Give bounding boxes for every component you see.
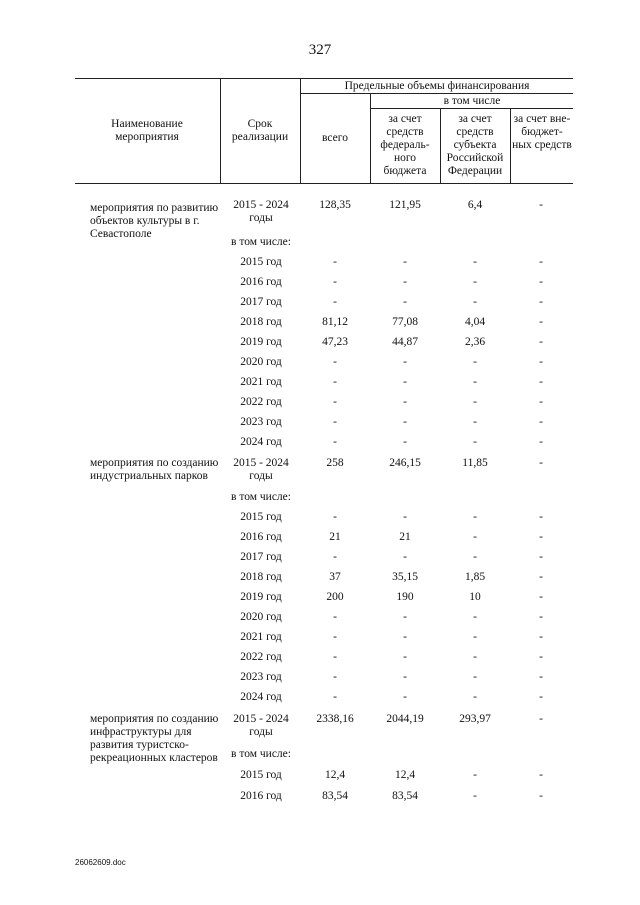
federal-cell: - [403,511,407,523]
header-vline-1 [220,78,221,184]
total-cell: - [333,436,337,448]
federal-cell: - [403,276,407,288]
group-2-name: мероприятия по созданию индустриальных парков [90,457,219,482]
federal-cell: - [403,651,407,663]
header-incl: в том числе [443,95,501,107]
period-cell: 2023 год [240,416,282,428]
extrabudget-cell: - [539,356,543,368]
federal-cell: 44,87 [392,336,418,348]
period-cell: 2024 год [240,691,282,703]
extrabudget-cell: - [539,769,543,781]
table-row [222,436,572,452]
table-row [222,591,572,607]
period-cell: 2020 год [240,611,282,623]
extrabudget-cell: - [539,631,543,643]
extrabudget-cell: - [539,713,543,725]
period-cell: 2015 - 2024 годы [233,713,289,738]
group-3-incl [222,748,572,764]
extrabudget-cell: - [539,591,543,603]
federal-cell: - [403,436,407,448]
total-cell: - [333,356,337,368]
header-line-limits [300,93,573,94]
subject-cell: 10 [469,591,481,603]
total-cell: 200 [326,591,344,603]
extrabudget-cell: - [539,436,543,448]
extrabudget-cell: - [539,457,543,469]
header-limits: Предельные объемы финансирования [344,80,530,92]
header-vline-4 [440,108,441,184]
period-cell: 2023 год [240,671,282,683]
subject-cell: 1,85 [464,571,486,583]
table-row [222,769,572,785]
total-cell: 47,23 [322,336,348,348]
period-cell: 2017 год [240,296,282,308]
group-1-total-row [222,199,572,231]
extrabudget-cell: - [539,551,543,563]
incl-label: в том числе: [231,748,291,760]
federal-cell: - [403,416,407,428]
extrabudget-cell: - [539,671,543,683]
header-line-bottom [75,183,573,184]
federal-cell: - [403,296,407,308]
subject-cell: - [473,631,477,643]
subject-cell: - [473,611,477,623]
header-vline-2 [300,78,301,184]
federal-cell: 21 [399,531,411,543]
table-row [222,376,572,392]
total-cell: - [333,376,337,388]
extrabudget-cell: - [539,531,543,543]
table-row [222,276,572,292]
federal-cell: 77,08 [392,316,418,328]
total-cell: - [333,511,337,523]
subject-cell: - [473,296,477,308]
extrabudget-cell: - [539,256,543,268]
total-cell: - [333,276,337,288]
period-cell: 2015 - 2024 годы [233,199,289,224]
federal-cell: 83,54 [392,790,418,802]
period-cell: 2022 год [240,651,282,663]
table-row [222,256,572,272]
total-cell: - [333,396,337,408]
table-row [222,551,572,567]
period-cell: 2022 год [240,396,282,408]
federal-cell: - [403,356,407,368]
period-cell: 2015 - 2024 годы [233,457,289,482]
header-line-incl [370,108,573,109]
total-cell: - [333,691,337,703]
period-cell: 2021 год [240,376,282,388]
table-row [222,691,572,707]
subject-cell: - [473,436,477,448]
extrabudget-cell: - [539,416,543,428]
group-3-total-row [222,713,572,745]
extrabudget-cell: - [539,691,543,703]
period-cell: 2018 год [240,316,282,328]
extrabudget-cell: - [539,296,543,308]
extrabudget-cell: - [539,396,543,408]
table-row [222,631,572,647]
header-subject: за счет средств субъекта Российской Федерации [446,113,504,177]
total-cell: - [333,631,337,643]
header-period: Срок реализации [231,118,289,143]
federal-cell: - [403,551,407,563]
period-cell: 2019 год [240,591,282,603]
table-row [222,531,572,547]
subject-cell: - [473,531,477,543]
subject-cell: - [473,790,477,802]
federal-cell: - [403,671,407,683]
federal-cell: - [403,256,407,268]
federal-cell: 2044,19 [386,713,424,725]
extrabudget-cell: - [539,336,543,348]
subject-cell: - [473,769,477,781]
total-cell: - [333,611,337,623]
period-cell: 2016 год [240,531,282,543]
table-row [222,651,572,667]
total-cell: - [333,671,337,683]
table-row [222,416,572,432]
total-cell: - [333,296,337,308]
federal-cell: 121,95 [389,199,421,211]
table-row [222,511,572,527]
subject-cell: - [473,256,477,268]
header-line-top [75,78,573,79]
extrabudget-cell: - [539,611,543,623]
period-cell: 2016 год [240,790,282,802]
period-cell: 2015 год [240,511,282,523]
period-cell: 2021 год [240,631,282,643]
total-cell: 128,35 [319,199,351,211]
table-row [222,336,572,352]
period-cell: 2015 год [240,256,282,268]
group-2-incl [222,491,572,507]
federal-cell: 190 [396,591,414,603]
extrabudget-cell: - [539,790,543,802]
subject-cell: - [473,396,477,408]
subject-cell: - [473,416,477,428]
extrabudget-cell: - [539,651,543,663]
total-cell: - [333,256,337,268]
page-number: 327 [308,42,332,58]
subject-cell: 4,04 [464,316,486,328]
total-cell: 2338,16 [316,713,354,725]
table-row [222,396,572,412]
header-vline-3 [370,93,371,184]
document-footer: 26062609.doc [75,858,126,867]
period-cell: 2017 год [240,551,282,563]
table-row [222,611,572,627]
period-cell: 2016 год [240,276,282,288]
subject-cell: - [473,376,477,388]
total-cell: 21 [329,531,341,543]
header-vline-5 [510,108,511,184]
federal-cell: 35,15 [392,571,418,583]
extrabudget-cell: - [539,199,543,211]
header-total: всего [322,132,348,144]
federal-cell: 246,15 [389,457,421,469]
incl-label: в том числе: [231,236,291,248]
total-cell: - [333,651,337,663]
extrabudget-cell: - [539,571,543,583]
period-cell: 2015 год [240,769,282,781]
total-cell: 83,54 [322,790,348,802]
period-cell: 2019 год [240,336,282,348]
federal-cell: 12,4 [394,769,416,781]
incl-label: в том числе: [231,491,291,503]
header-name: Наименование мероприятия [111,118,183,143]
header-federal: за счет средств федераль-ного бюджета [380,113,430,177]
total-cell: 37 [329,571,341,583]
total-cell: 258 [326,457,344,469]
group-1-incl [222,236,572,252]
federal-cell: - [403,631,407,643]
total-cell: - [333,416,337,428]
group-3-name: мероприятия по созданию инфраструктуры для развития туристско-рекреационных кластеров [90,713,219,764]
subject-cell: 293,97 [459,713,491,725]
extrabudget-cell: - [539,511,543,523]
federal-cell: - [403,376,407,388]
subject-cell: - [473,551,477,563]
table-row [222,296,572,312]
period-cell: 2024 год [240,436,282,448]
subject-cell: - [473,651,477,663]
period-cell: 2018 год [240,571,282,583]
subject-cell: - [473,671,477,683]
extrabudget-cell: - [539,316,543,328]
extrabudget-cell: - [539,376,543,388]
subject-cell: - [473,276,477,288]
table-row [222,671,572,687]
table-row [222,316,572,332]
total-cell: 81,12 [322,316,348,328]
federal-cell: - [403,691,407,703]
total-cell: - [333,551,337,563]
subject-cell: 2,36 [464,336,486,348]
extrabudget-cell: - [539,276,543,288]
subject-cell: - [473,691,477,703]
subject-cell: - [473,356,477,368]
table-row [222,356,572,372]
period-cell: 2020 год [240,356,282,368]
federal-cell: - [403,396,407,408]
total-cell: 12,4 [324,769,346,781]
group-1-name: мероприятия по развитию объектов культуры в г. Севастополе [90,202,219,240]
federal-cell: - [403,611,407,623]
table-row [222,790,572,806]
header-extrabudget: за счет вне-бюджет-ных средств [512,113,572,151]
subject-cell: 11,85 [462,457,488,469]
subject-cell: 6,4 [467,199,483,211]
subject-cell: - [473,511,477,523]
table-row [222,571,572,587]
group-2-total-row [222,457,572,489]
